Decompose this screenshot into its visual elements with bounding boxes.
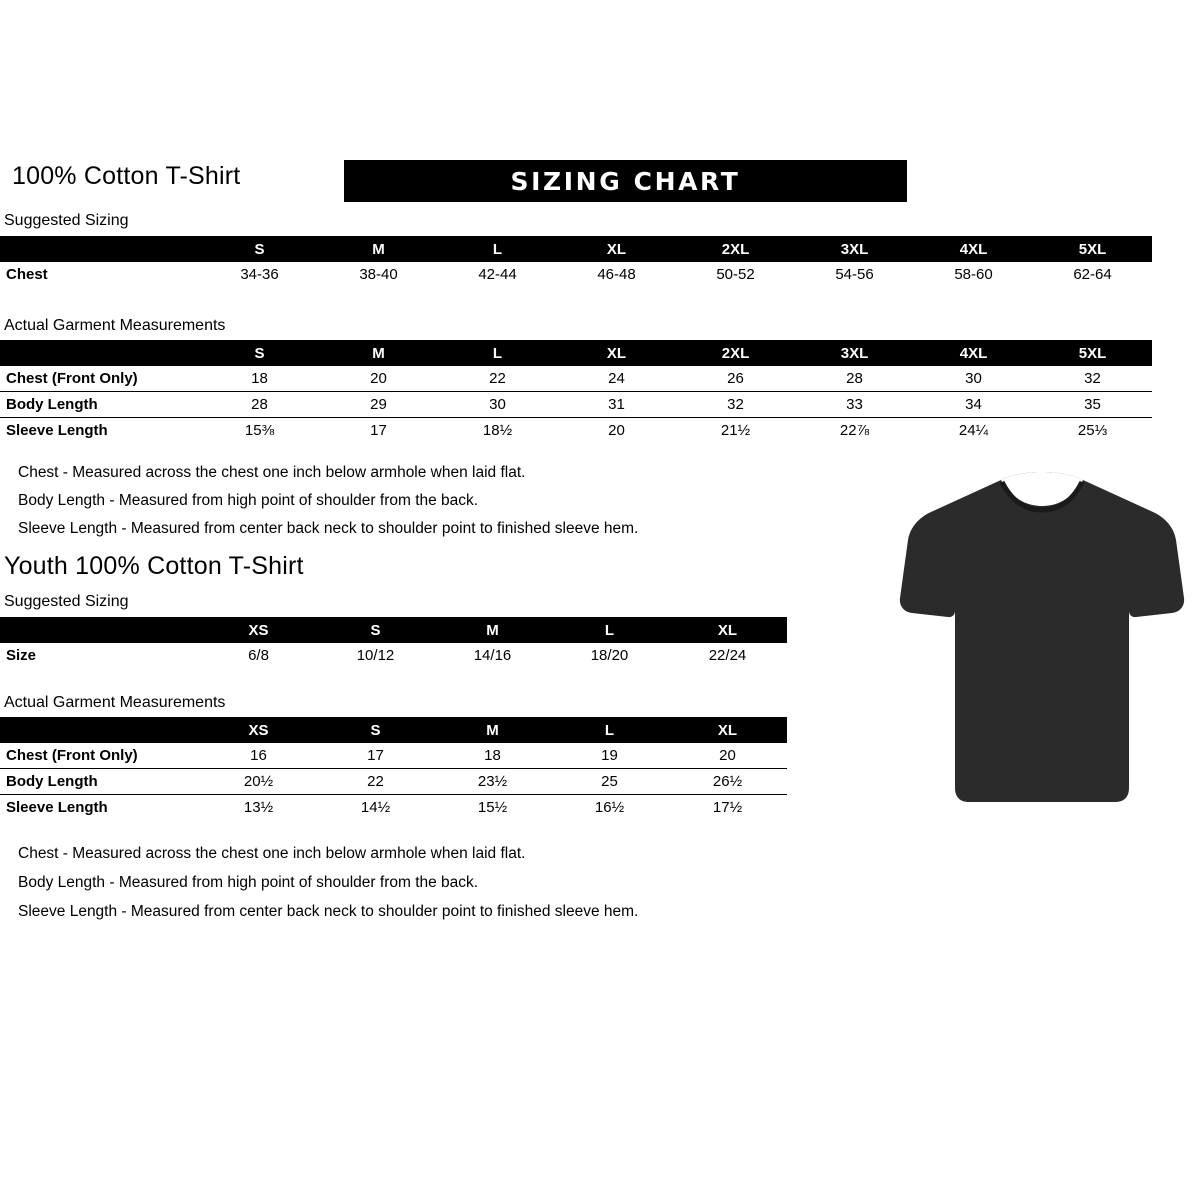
table-header-row (0, 340, 1152, 366)
col-head: S (254, 240, 265, 258)
cell: 25 (551, 769, 668, 795)
col-head: XS (248, 721, 269, 739)
cell: 20½ (200, 769, 317, 795)
col-head: XL (717, 721, 738, 739)
col-head: 2XL (721, 240, 750, 258)
cell: 26 (676, 366, 795, 392)
cell: 21½ (720, 422, 751, 439)
sizing-chart-banner (344, 160, 907, 202)
col-head: XS (248, 621, 269, 639)
col-head: L (604, 621, 615, 639)
cell: 24¼ (958, 422, 989, 439)
row-label: Size (6, 647, 37, 664)
cell: 17 (370, 422, 387, 439)
adult-note-chest: Chest - Measured across the chest one inch below armhole when laid flat. (18, 464, 526, 481)
col-head: S (254, 344, 265, 362)
youth-garment-measurements-table (0, 717, 787, 820)
cell: 20 (608, 422, 625, 439)
cell: 30 (438, 392, 557, 418)
col-head (0, 340, 200, 366)
cell: 10/12 (356, 647, 395, 664)
table-row (0, 743, 787, 769)
cell: 17 (317, 743, 434, 769)
table-row (0, 418, 1152, 444)
table-header-row (0, 236, 1152, 262)
cell: 42-44 (478, 266, 517, 283)
col-head: L (492, 344, 503, 362)
col-head: 3XL (840, 240, 869, 258)
cell: 33 (795, 392, 914, 418)
col-head: S (370, 621, 381, 639)
cell: 22 (317, 769, 434, 795)
product-title: 100% Cotton T-Shirt (12, 162, 241, 190)
col-head: 4XL (959, 344, 988, 362)
cell: 25⅓ (1077, 422, 1108, 439)
cell: 16½ (594, 799, 625, 816)
cell: 34 (914, 392, 1033, 418)
cell: 18 (200, 366, 319, 392)
col-head: 2XL (721, 344, 750, 362)
adult-suggested-sizing-table (0, 236, 1152, 287)
cell: 29 (319, 392, 438, 418)
youth-section-heading: Youth 100% Cotton T-Shirt (4, 552, 304, 580)
row-label: Chest (Front Only) (0, 366, 200, 392)
cell: 35 (1033, 392, 1152, 418)
table-row (0, 262, 1152, 287)
cell: 14/16 (473, 647, 512, 664)
adult-suggested-sizing-label: Suggested Sizing (4, 212, 129, 229)
table-header-row (0, 617, 787, 643)
col-head: M (486, 721, 499, 739)
cell: 22 (438, 366, 557, 392)
youth-note-chest: Chest - Measured across the chest one inch below armhole when laid flat. (18, 845, 526, 862)
cell: 18 (434, 743, 551, 769)
cell: 26½ (668, 769, 787, 795)
col-head: S (370, 721, 381, 739)
cell: 31 (557, 392, 676, 418)
table-row (0, 795, 787, 821)
youth-note-sleeve-length: Sleeve Length - Measured from center back neck to shoulder point to finished sleeve hem. (18, 903, 639, 920)
col-head: 5XL (1078, 344, 1107, 362)
sizing-chart-banner-label: SIZING CHART (510, 167, 741, 196)
col-head: 3XL (840, 344, 869, 362)
cell: 16 (200, 743, 317, 769)
cell: 6/8 (248, 647, 269, 664)
cell: 23½ (434, 769, 551, 795)
col-head: XL (717, 621, 738, 639)
row-label: Sleeve Length (6, 799, 108, 816)
youth-suggested-sizing-label: Suggested Sizing (4, 593, 129, 610)
adult-garment-measurements-label: Actual Garment Measurements (4, 317, 226, 334)
cell: 30 (914, 366, 1033, 392)
cell: 32 (676, 392, 795, 418)
cell: 54-56 (835, 266, 874, 283)
row-label: Sleeve Length (6, 422, 108, 439)
table-row (0, 392, 1152, 418)
cell: 46-48 (597, 266, 636, 283)
cell: 18/20 (590, 647, 629, 664)
row-label: Chest (Front Only) (0, 743, 200, 769)
col-head: M (372, 240, 385, 258)
cell: 62-64 (1073, 266, 1112, 283)
cell: 14½ (360, 799, 391, 816)
t-shirt-illustration (898, 470, 1186, 810)
col-head: XL (606, 240, 627, 258)
t-shirt-icon (898, 470, 1186, 810)
cell: 28 (200, 392, 319, 418)
cell: 15½ (477, 799, 508, 816)
table-header-row (0, 717, 787, 743)
cell: 28 (795, 366, 914, 392)
col-head (0, 236, 200, 262)
col-head: L (492, 240, 503, 258)
col-head: M (372, 344, 385, 362)
cell: 18½ (482, 422, 513, 439)
cell: 17½ (712, 799, 743, 816)
cell: 24 (557, 366, 676, 392)
headline-row (12, 160, 907, 202)
adult-note-sleeve-length: Sleeve Length - Measured from center back neck to shoulder point to finished sleeve hem. (18, 520, 639, 537)
col-head: 5XL (1078, 240, 1107, 258)
cell: 34-36 (240, 266, 279, 283)
cell: 13½ (243, 799, 274, 816)
row-label: Body Length (0, 392, 200, 418)
col-head (0, 617, 200, 643)
youth-suggested-sizing-table (0, 617, 787, 668)
col-head: L (604, 721, 615, 739)
table-row (0, 366, 1152, 392)
cell: 19 (551, 743, 668, 769)
col-head: XL (606, 344, 627, 362)
cell: 15⅜ (244, 422, 275, 439)
col-head: M (486, 621, 499, 639)
table-row (0, 769, 787, 795)
cell: 38-40 (359, 266, 398, 283)
col-head: 4XL (959, 240, 988, 258)
cell: 22/24 (708, 647, 747, 664)
cell: 20 (319, 366, 438, 392)
adult-note-body-length: Body Length - Measured from high point of shoulder from the back. (18, 492, 479, 509)
cell: 22⅞ (839, 422, 870, 439)
adult-garment-measurements-table (0, 340, 1152, 443)
youth-note-body-length: Body Length - Measured from high point of shoulder from the back. (18, 874, 479, 891)
table-row (0, 643, 787, 668)
cell: 20 (668, 743, 787, 769)
row-label: Chest (6, 266, 48, 283)
cell: 50-52 (716, 266, 755, 283)
cell: 32 (1033, 366, 1152, 392)
youth-garment-measurements-label: Actual Garment Measurements (4, 694, 226, 711)
cell: 58-60 (954, 266, 993, 283)
col-head (0, 717, 200, 743)
row-label: Body Length (0, 769, 200, 795)
